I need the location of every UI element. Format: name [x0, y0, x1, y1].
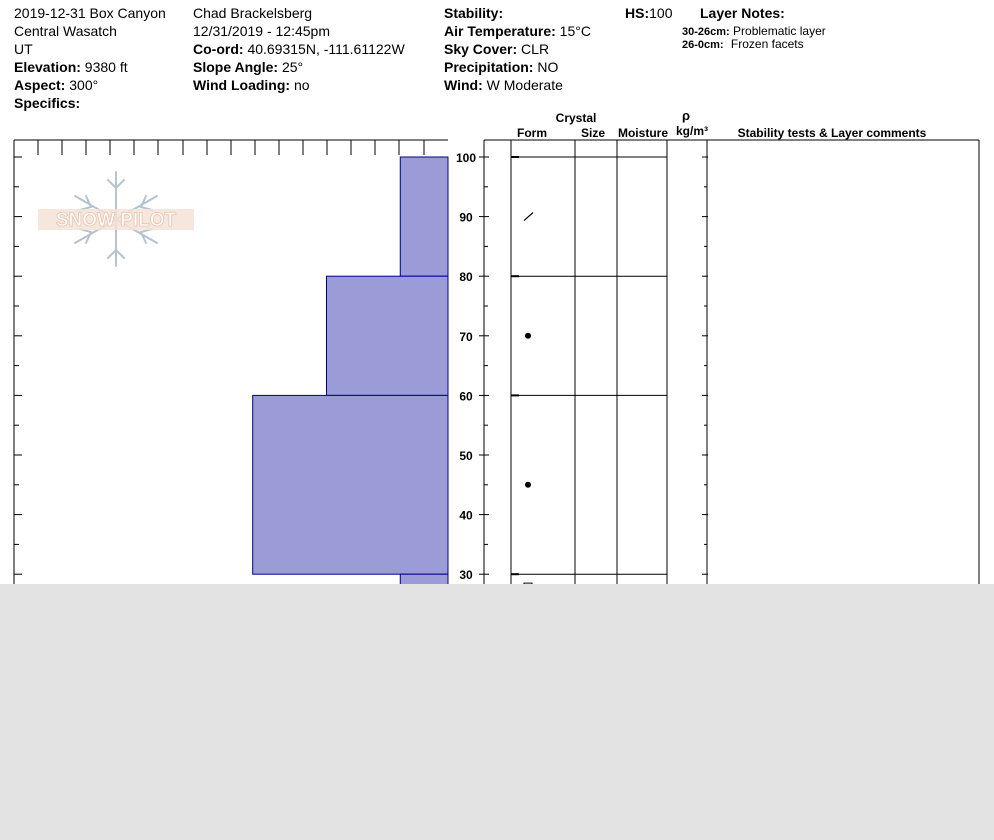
height-axis: [456, 151, 708, 582]
obs-datetime: 12/31/2019 - 12:45pm: [193, 23, 330, 39]
hs-label: HS:: [625, 5, 650, 21]
site-title: 2019-12-31 Box Canyon: [14, 5, 166, 21]
layer-note-range: 30-26cm:: [682, 26, 730, 38]
density-rho-header: ρ: [681, 108, 691, 123]
layer-note-range: 26-0cm:: [682, 39, 724, 51]
aspect-label: Aspect:: [14, 77, 66, 93]
crystal-header: Crystal: [555, 111, 597, 125]
layer-note-text: Problematic layer: [733, 24, 826, 38]
air-temp-value: 15°C: [559, 23, 591, 39]
density-unit-header: kg/m³: [675, 124, 709, 138]
elevation-label: Elevation:: [14, 59, 81, 75]
elevation-value: 9380 ft: [84, 59, 128, 75]
range-name: Central Wasatch: [14, 23, 117, 39]
snowpilot-logo: [38, 172, 194, 266]
svg-text:SNOW PILOT: SNOW PILOT: [55, 210, 177, 231]
coord-value: 40.69315N, -111.61122W: [247, 41, 405, 57]
hardness-left-ticks: [14, 157, 22, 574]
hardness-bar: [253, 395, 448, 574]
layer-note-text: Frozen facets: [730, 37, 804, 51]
comments-header: Stability tests & Layer comments: [737, 126, 927, 140]
height-tick-label: 50: [459, 449, 473, 463]
slope-label: Slope Angle:: [193, 59, 279, 75]
specifics-label: Specifics:: [14, 95, 81, 111]
wind-loading-label: Wind Loading:: [193, 77, 291, 93]
air-temp-label: Air Temperature:: [444, 23, 556, 39]
wind-value: W Moderate: [486, 77, 563, 93]
grain-symbols: [524, 213, 533, 584]
height-tick-label: 60: [459, 389, 473, 404]
height-tick-label: 70: [459, 329, 473, 344]
height-tick-label: 80: [459, 270, 473, 285]
observer-name: Chad Brackelsberg: [193, 5, 313, 21]
state-name: UT: [14, 41, 33, 57]
crystal-table: [484, 140, 708, 584]
form-header: Form: [517, 126, 547, 140]
sky-cover-value: CLR: [521, 41, 550, 57]
hs-value: 100: [649, 5, 673, 21]
rounded-grain-symbol: [525, 333, 531, 339]
height-tick-label: 100: [455, 151, 477, 165]
size-header: Size: [580, 126, 606, 140]
hardness-bar: [400, 157, 448, 276]
faceted-symbol: [524, 583, 532, 584]
aspect-value: 300°: [69, 77, 99, 93]
wind-label: Wind:: [444, 77, 483, 93]
height-tick-label: 40: [459, 508, 473, 523]
height-tick-label: 90: [459, 210, 473, 225]
coord-label: Co-ord:: [193, 41, 244, 57]
precip-value: NO: [537, 59, 559, 75]
hardness-bar: [326, 276, 448, 395]
decomposing-fragment-symbol: [524, 213, 533, 221]
hardness-bars: [253, 157, 448, 584]
rounded-grain-symbol: [525, 482, 531, 488]
precip-label: Precipitation:: [444, 59, 534, 75]
slope-value: 25°: [281, 59, 304, 75]
wind-loading-value: no: [293, 77, 310, 93]
sky-cover-label: Sky Cover:: [444, 41, 518, 57]
hardness-bar: [400, 574, 448, 584]
hardness-top-ticks: [14, 140, 424, 155]
moisture-header: Moisture: [617, 126, 669, 140]
height-tick-label: 30: [459, 568, 473, 583]
layer-notes-title: Layer Notes:: [700, 5, 785, 21]
stability-label: Stability:: [444, 5, 504, 21]
